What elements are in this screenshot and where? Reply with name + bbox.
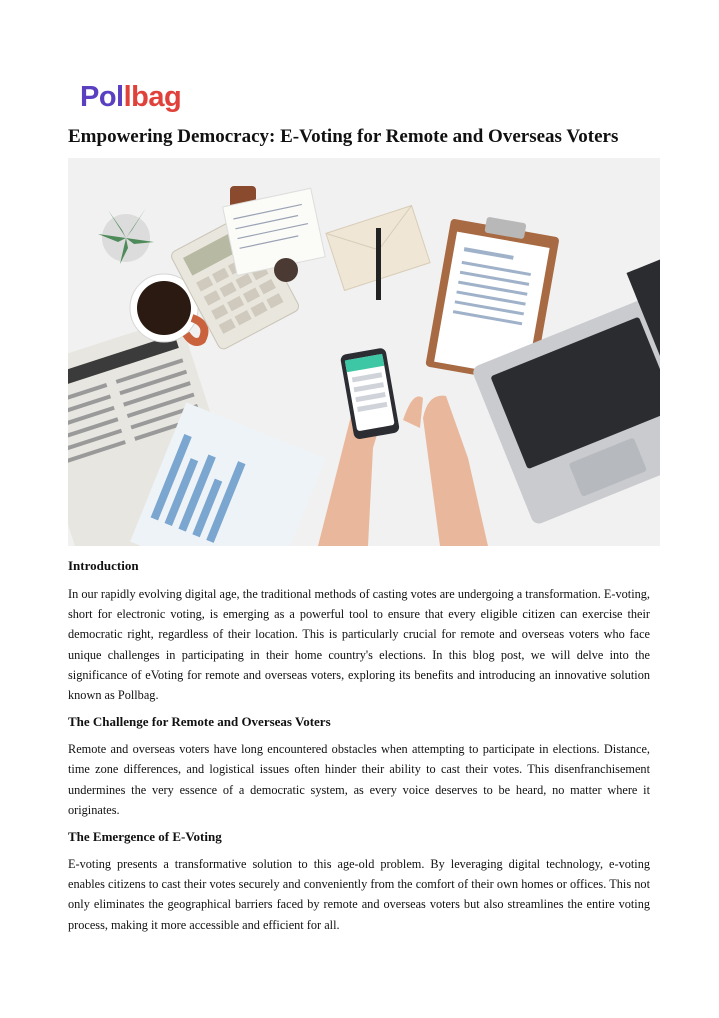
stress-ball (274, 258, 298, 282)
coffee (137, 281, 191, 335)
pen (376, 228, 381, 300)
logo-part2: lbag (123, 81, 182, 113)
section-body-emergence: E-voting presents a transformative solution to this age-old problem. By leveraging digital technology, e-voting enables citizens to cast their votes securely and conveniently from the comfort of their own homes or offices. This not only eliminates the geographical barriers faced by remote and overseas voters but also streamlines the entire voting process, making it more accessible and efficient for all. (68, 857, 650, 932)
hero-illustration (68, 158, 660, 546)
logo-wordmark (80, 76, 181, 118)
page-title: Empowering Democracy: E-Voting for Remote and Overseas Voters (68, 126, 619, 147)
section-body-introduction: In our rapidly evolving digital age, the traditional methods of casting votes are undergoing a transformation. E-voting, short for electronic voting, is emerging as a powerful tool to ensure that every eligible citizen can exercise their democratic right, regardless of their location. This is particularly crucial for remote and overseas voters who face unique challenges in participating in their home country's elections. In this blog post, we will delve into the significance of eVoting for remote and overseas voters, exploring its benefits and introducing an innovative solution known as Pollbag. (68, 587, 650, 703)
article-body (68, 557, 650, 935)
section-heading-emergence: The Emergence of E-Voting (68, 829, 222, 845)
hero-image (68, 158, 660, 546)
section-body-challenge: Remote and overseas voters have long encountered obstacles when attempting to participate in elections. Distance, time zone differences, and logistical issues often hinder their ability to cast their votes. This disenfranchisement undermines the very essence of a democratic system, as every voice deserves to be heard, no matter where it originates. (68, 742, 650, 817)
pollbag-logo[interactable] (80, 76, 180, 118)
section-heading-challenge: The Challenge for Remote and Overseas Voters (68, 714, 331, 730)
section-heading-introduction: Introduction (68, 558, 139, 573)
logo-part1: Pol (80, 81, 124, 113)
